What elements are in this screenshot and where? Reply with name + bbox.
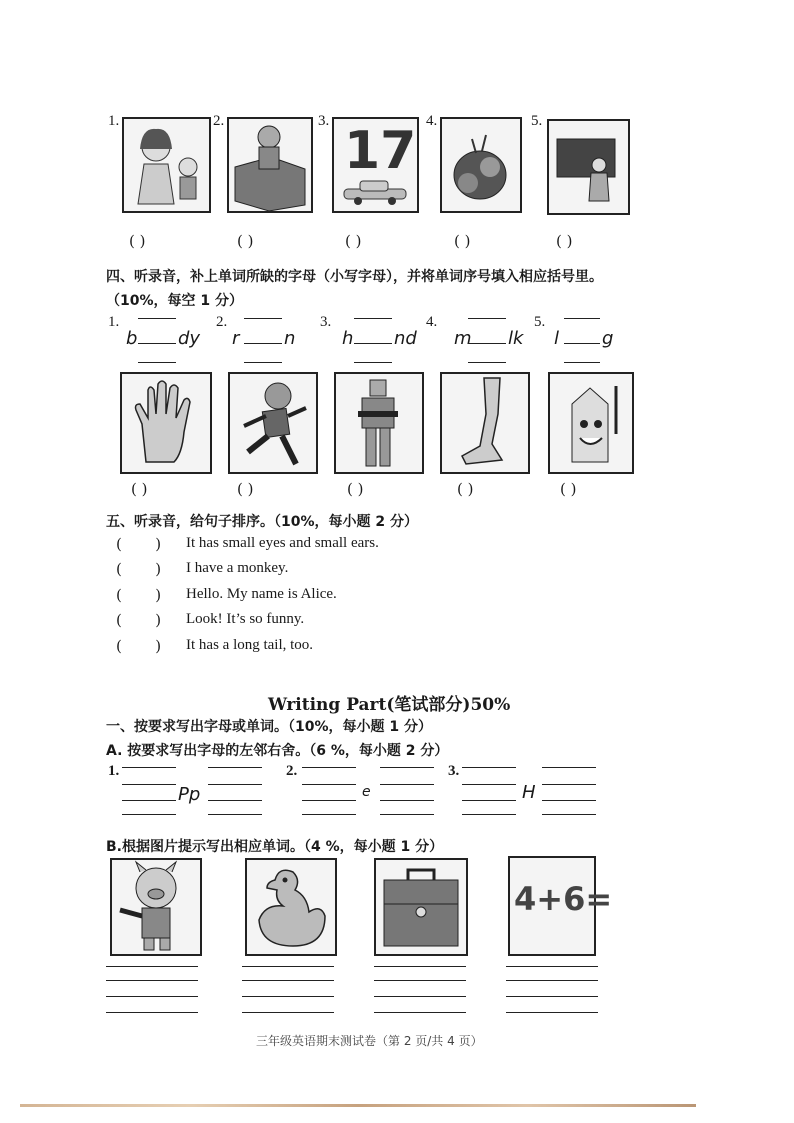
fruit-icon <box>442 119 520 211</box>
blank-line[interactable] <box>468 343 506 344</box>
item-number: 3. <box>320 314 332 330</box>
car-icon <box>340 179 412 207</box>
word-prefix: m <box>454 328 472 349</box>
item-number: 2. <box>216 314 228 330</box>
part-b-title: B.根据图片提示写出相应单词。（4 %，每小题 1 分） <box>106 839 444 855</box>
running-boy-picture <box>228 372 318 474</box>
milk-icon <box>550 374 632 472</box>
part-1-title: 一、按要求写出字母或单词。（10%，每小题 1 分） <box>106 719 432 735</box>
blank-line[interactable] <box>122 784 176 785</box>
answer-bracket[interactable]: ( ) <box>347 480 364 498</box>
given-letter: e <box>362 784 371 800</box>
blank-line[interactable] <box>138 343 176 344</box>
run-icon <box>230 374 316 472</box>
teacher-blackboard-picture <box>547 119 630 215</box>
answer-bracket[interactable]: ( ) <box>237 480 254 498</box>
number-17-car-picture <box>332 117 419 213</box>
given-letter: Pp <box>178 784 201 805</box>
item-number: 5. <box>534 314 546 330</box>
word-suffix: g <box>602 328 614 349</box>
blank-line[interactable] <box>564 343 600 344</box>
blank-line[interactable] <box>354 343 392 344</box>
order-bracket[interactable]: ( ) <box>116 586 162 604</box>
blank-line[interactable] <box>374 980 466 981</box>
item-number: 2. <box>213 113 225 129</box>
hand-picture <box>120 372 212 474</box>
bag-icon <box>376 860 466 954</box>
math-picture <box>508 856 613 956</box>
item-number: 1. <box>108 314 120 330</box>
girl-and-boy-picture <box>122 117 211 213</box>
item-number: 4. <box>426 113 438 129</box>
word-suffix: n <box>284 328 296 349</box>
item-number: 2. <box>286 763 298 779</box>
arms-crossed-picture <box>334 372 424 474</box>
milk-carton-picture <box>548 372 634 474</box>
word-prefix: r <box>232 328 240 349</box>
word-suffix: nd <box>394 328 417 349</box>
item-number: 4. <box>426 314 438 330</box>
hand-icon <box>122 374 210 472</box>
doll-on-box-picture <box>227 117 313 213</box>
given-letter: H <box>522 782 536 803</box>
answer-bracket[interactable]: ( ) <box>560 480 577 498</box>
word-prefix: b <box>126 328 138 349</box>
answer-bracket[interactable]: ( ) <box>129 232 146 250</box>
girl-boy-icon <box>124 119 209 211</box>
order-bracket[interactable]: ( ) <box>116 560 162 578</box>
blank-line[interactable] <box>106 980 198 981</box>
order-bracket[interactable]: ( ) <box>116 535 162 553</box>
page-footer: 三年级英语期末测试卷（第 2 页/共 4 页） <box>256 1034 483 1048</box>
item-number: 3. <box>318 113 330 129</box>
word-prefix: h <box>342 328 354 349</box>
person-arms-icon <box>336 374 422 472</box>
bag-picture <box>374 858 468 956</box>
section-5-title: 五、听录音，给句子排序。（10%，每小题 2 分） <box>106 514 418 530</box>
blank-line[interactable] <box>244 343 282 344</box>
item-number: 1. <box>108 763 120 779</box>
fruit-picture <box>440 117 522 213</box>
answer-bracket[interactable]: ( ) <box>131 480 148 498</box>
leg-icon <box>442 374 528 472</box>
item-number: 3. <box>448 763 460 779</box>
section-4-note: （10%，每空 1 分） <box>106 293 243 309</box>
section-4-title: 四、听录音，补上单词所缺的字母（小写字母），并将单词序号填入相应括号里。 <box>106 269 603 285</box>
sentence: I have a monkey. <box>186 560 289 576</box>
math-expression: 4+6= <box>514 880 613 918</box>
item-number: 5. <box>531 113 543 129</box>
answer-bracket[interactable]: ( ) <box>556 232 573 250</box>
answer-bracket[interactable]: ( ) <box>454 232 471 250</box>
order-bracket[interactable]: ( ) <box>116 611 162 629</box>
word-prefix: l <box>554 328 560 349</box>
pig-icon <box>112 860 200 954</box>
answer-bracket[interactable]: ( ) <box>457 480 474 498</box>
blank-line[interactable] <box>302 784 356 785</box>
blank-line[interactable] <box>462 784 516 785</box>
word-suffix: dy <box>178 328 201 349</box>
blank-line[interactable] <box>208 784 262 785</box>
pig-picture <box>110 858 202 956</box>
sentence: It has small eyes and small ears. <box>186 535 379 551</box>
blank-line[interactable] <box>506 980 598 981</box>
order-bracket[interactable]: ( ) <box>116 637 162 655</box>
sentence: It has a long tail, too. <box>186 637 314 653</box>
item-number: 1. <box>108 113 120 129</box>
blank-line[interactable] <box>380 784 434 785</box>
scan-edge-line <box>20 1104 696 1107</box>
answer-bracket[interactable]: ( ) <box>345 232 362 250</box>
teacher-icon <box>549 121 628 213</box>
seventeen-text: 17 <box>344 121 417 181</box>
writing-part-title: Writing Part(笔试部分)50% <box>268 695 511 715</box>
duck-icon <box>247 860 335 954</box>
part-a-title: A. 按要求写出字母的左邻右舍。（6 %，每小题 2 分） <box>106 743 449 759</box>
blank-line[interactable] <box>242 980 334 981</box>
word-suffix: lk <box>508 328 524 349</box>
sentence: Hello. My name is Alice. <box>186 586 337 602</box>
doll-box-icon <box>229 119 311 211</box>
answer-bracket[interactable]: ( ) <box>237 232 254 250</box>
leg-picture <box>440 372 530 474</box>
duck-picture <box>245 858 337 956</box>
sentence: Look! It’s so funny. <box>186 611 305 627</box>
blank-line[interactable] <box>542 784 596 785</box>
